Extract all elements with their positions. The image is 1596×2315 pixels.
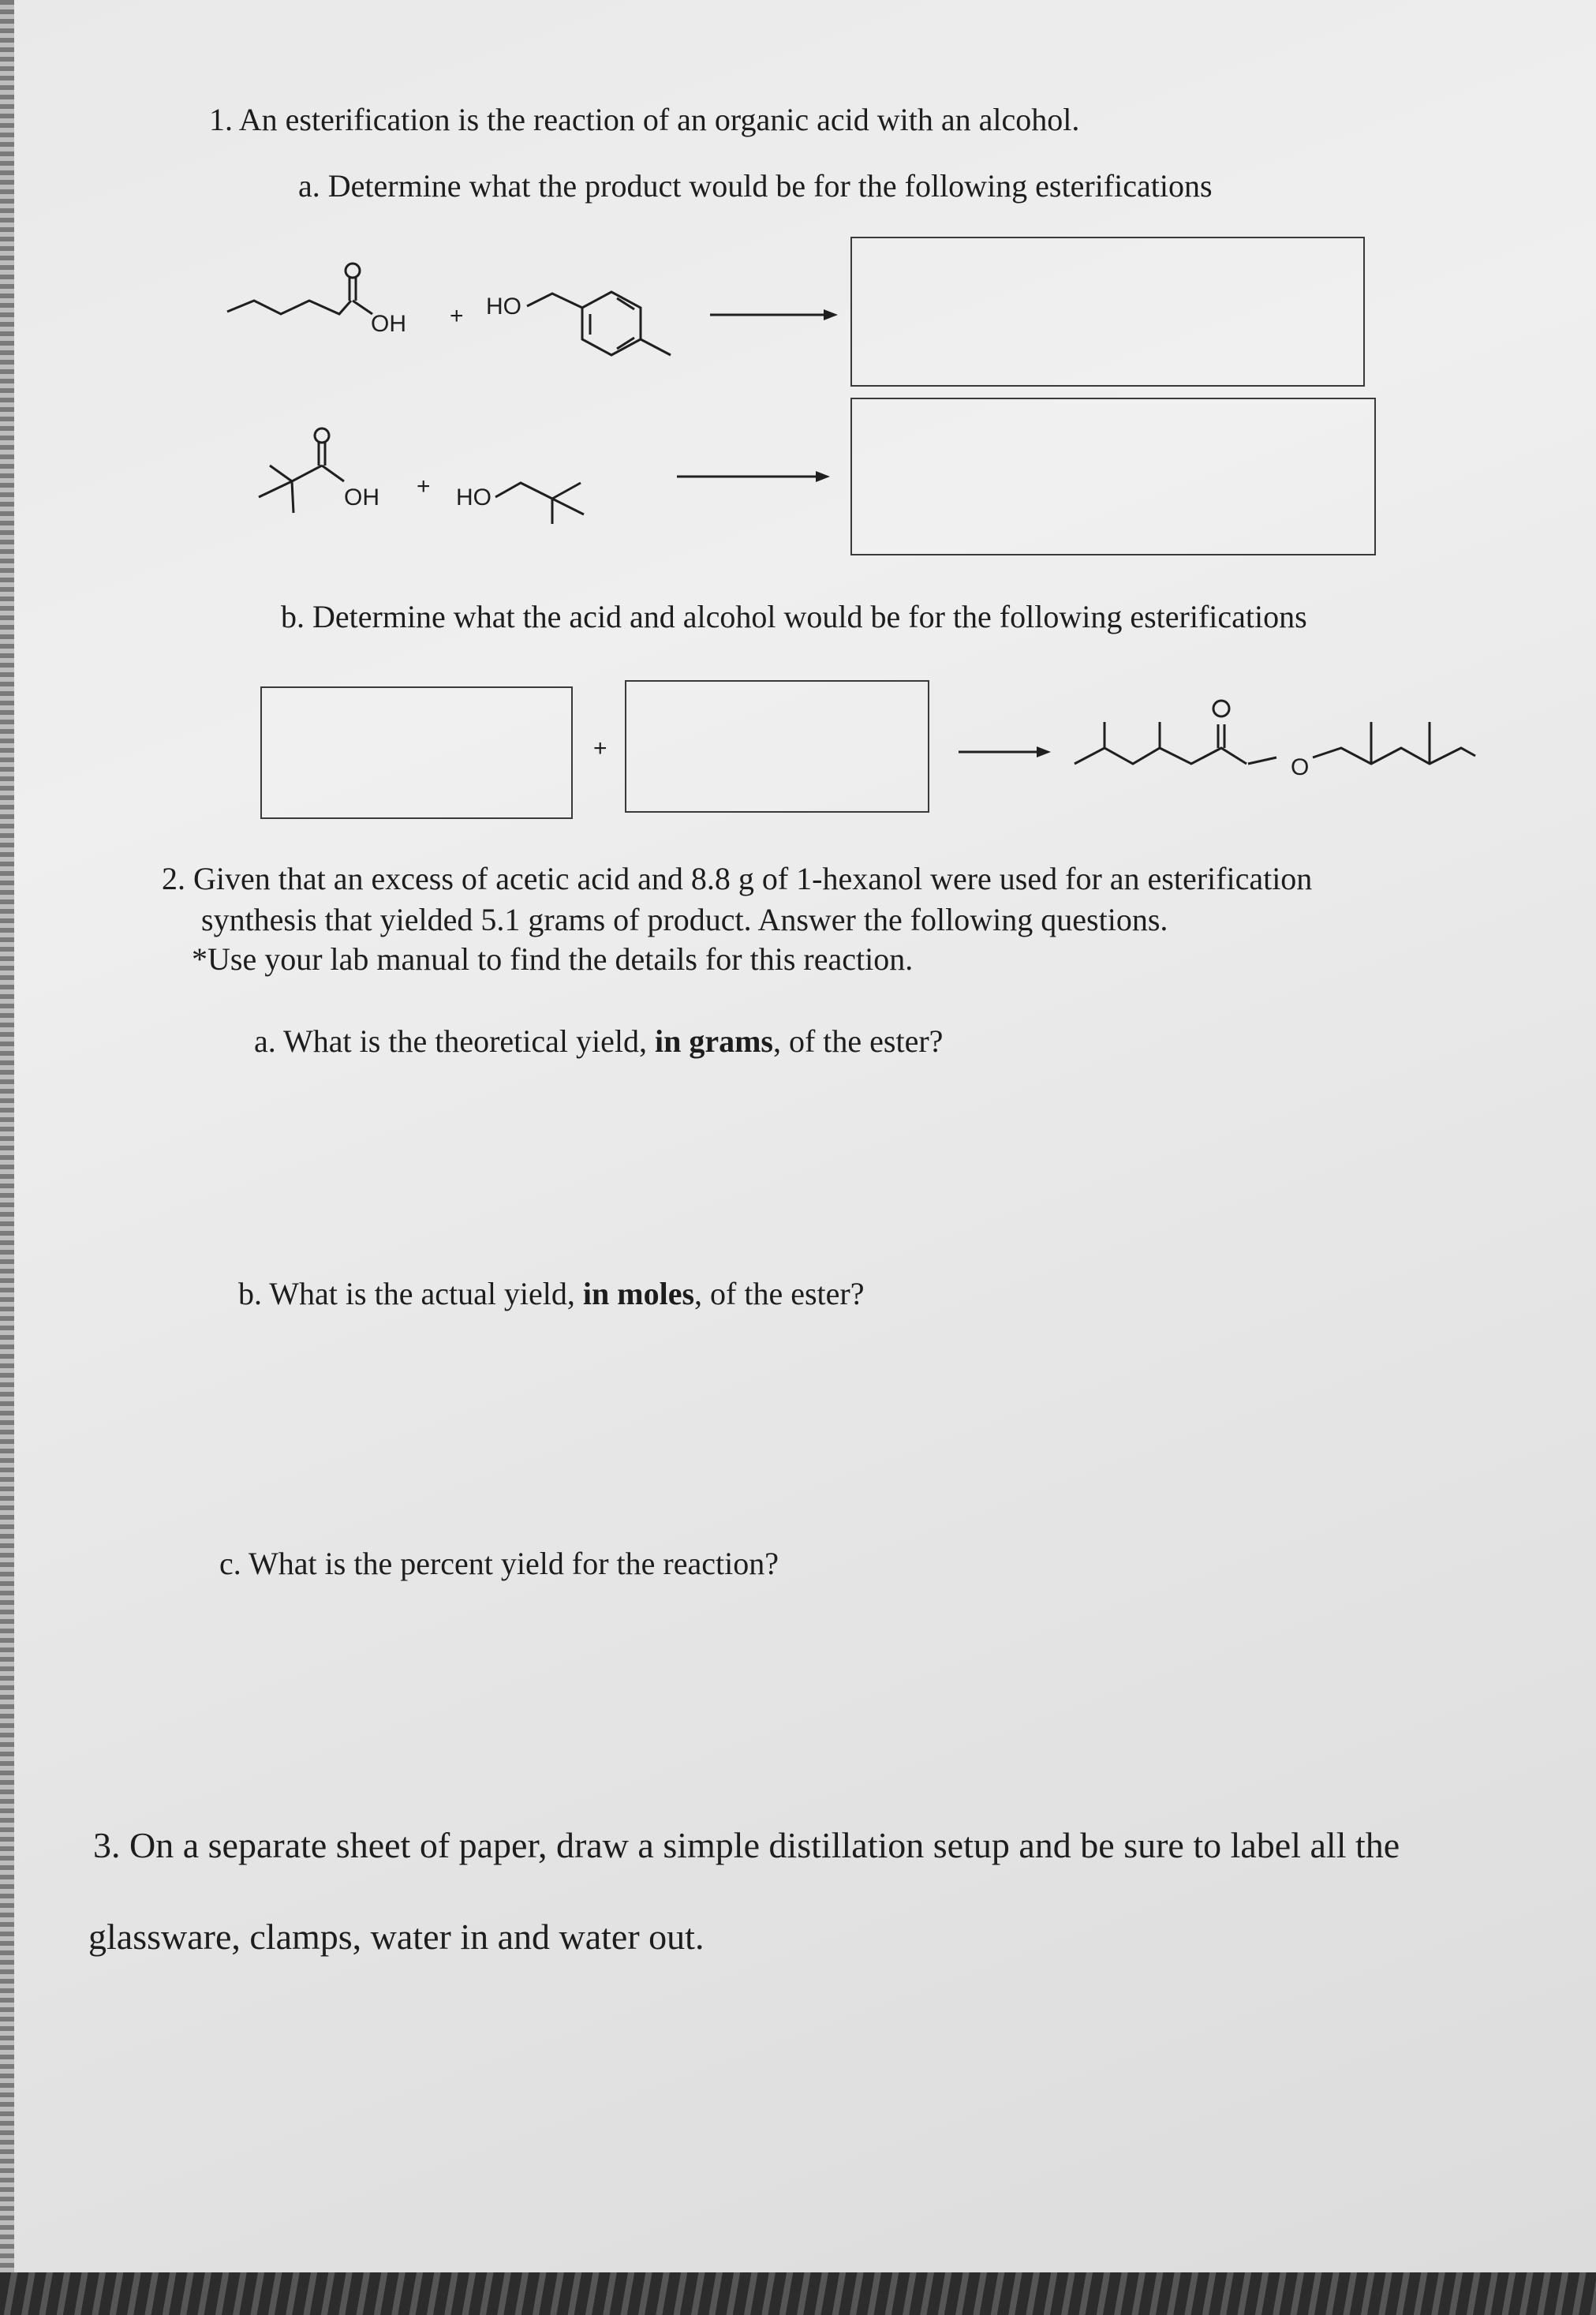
r2-acid-oh-label: OH	[344, 484, 379, 510]
r1-plus-sign: +	[450, 303, 464, 329]
question-2b-text: b. What is the actual yield, in moles, of the ester?	[238, 1276, 865, 1311]
question-1a-text: a. Determine what the product would be for the following esterifications	[298, 168, 1213, 204]
answer-box-1b-acid[interactable]	[260, 686, 573, 819]
ester-o-label: O	[1291, 754, 1310, 780]
r2-alcohol-ho-label: HO	[456, 484, 492, 510]
methylbenzyl-alcohol-structure	[486, 292, 671, 355]
r1-alcohol-ho-label: HO	[486, 294, 521, 320]
r3-plus-sign: +	[593, 735, 607, 761]
answer-box-1b-alcohol[interactable]	[625, 680, 929, 813]
question-2-line-2: synthesis that yielded 5.1 grams of product. Answer the following questions.	[201, 902, 1168, 937]
r1-acid-oh-label: OH	[371, 311, 406, 337]
isoamyl-isovalerate-ester-structure	[1075, 701, 1475, 780]
reaction-3-arrow	[959, 746, 1051, 757]
question-2a-text: a. What is the theoretical yield, in grams, of the ester?	[254, 1023, 944, 1059]
question-1-text: 1. An esterification is the reaction of an organic acid with an alcohol.	[209, 102, 1080, 137]
question-2-line-3: *Use your lab manual to find the details for this reaction.	[192, 941, 914, 977]
question-2-line-1: 2. Given that an excess of acetic acid and 8.8 g of 1-hexanol were used for an esterification	[162, 861, 1313, 896]
question-2c-text: c. What is the percent yield for the reaction?	[219, 1546, 779, 1581]
r2-plus-sign: +	[417, 473, 431, 499]
reaction-1-arrow	[710, 309, 838, 320]
neopentyl-alcohol-structure	[456, 483, 584, 524]
pivalic-acid-structure	[259, 428, 379, 513]
butanoic-acid-structure	[227, 264, 406, 337]
question-3-line-2: glassware, clamps, water in and water out.	[88, 1917, 705, 1957]
question-3-line-1: 3. On a separate sheet of paper, draw a simple distillation setup and be sure to label all the	[93, 1825, 1400, 1865]
question-1b-text: b. Determine what the acid and alcohol would be for the following esterifications	[281, 599, 1307, 634]
reaction-2-arrow	[677, 471, 830, 482]
